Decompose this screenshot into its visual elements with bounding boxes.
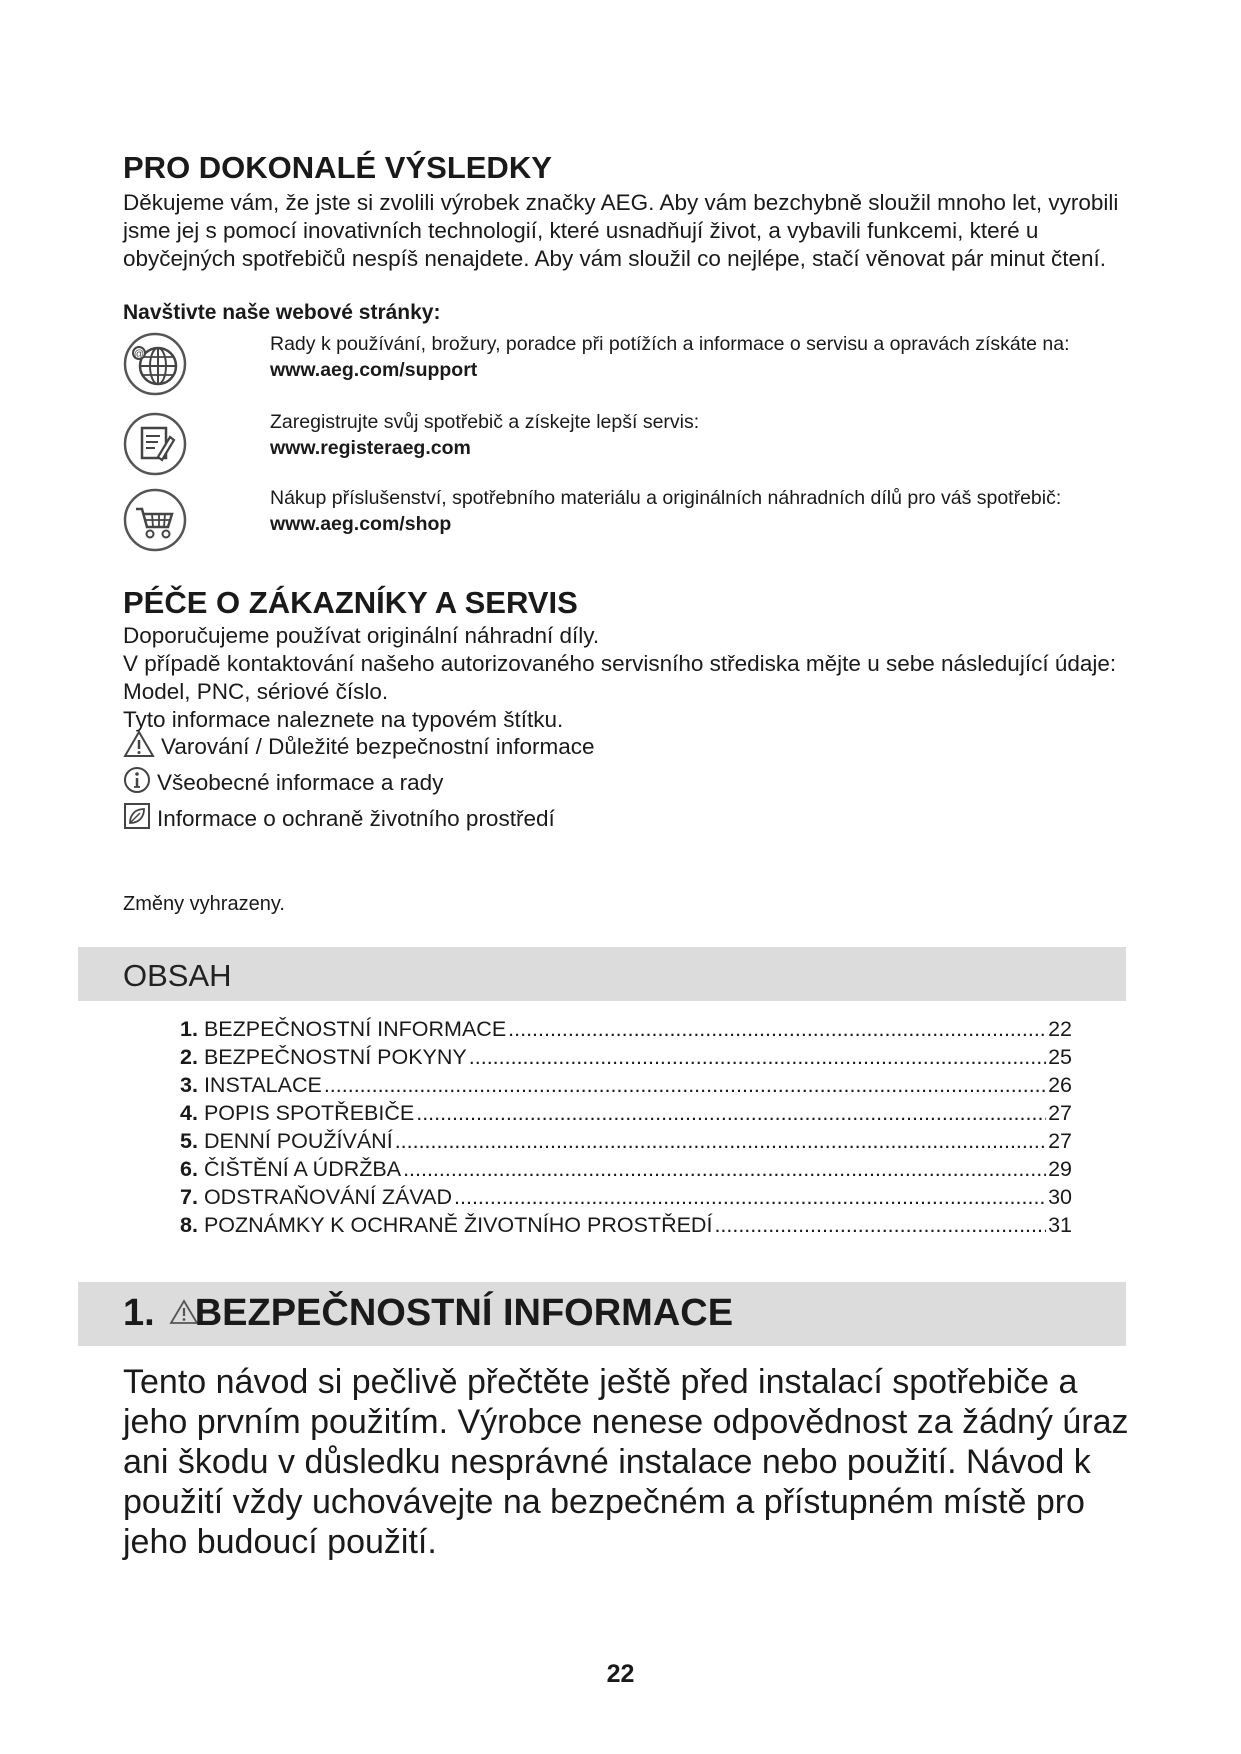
service-shop-text: Nákup příslušenství, spotřebního materiálu a originálních náhradních dílů pro váš spotřebič: <box>270 487 1062 509</box>
register-link[interactable]: www.registeraeg.com <box>270 437 471 459</box>
service-support <box>270 332 1120 382</box>
toc-item-label: INSTALACE <box>203 1073 322 1097</box>
toc-leader-dots <box>324 1071 1046 1099</box>
legend-warning <box>123 730 595 764</box>
toc-item-label: BEZPEČNOSTNÍ INFORMACE <box>203 1017 507 1041</box>
toc-item-label: BEZPEČNOSTNÍ POKYNY <box>203 1045 467 1069</box>
toc-item[interactable] <box>180 1043 1072 1071</box>
toc-leader-dots <box>454 1183 1046 1211</box>
section-number: 1. <box>123 1292 155 1334</box>
leaf-icon <box>123 802 151 836</box>
toc-item-label: DENNÍ POUŽÍVÁNÍ <box>203 1129 393 1153</box>
service-register <box>270 410 1120 460</box>
section-body: Tento návod si pečlivě přečtěte ještě před instalací spotřebiče a jeho prvním použitím. Výrobce nenese odpovědnost za žádný úraz ani škodu v důsledku nesprávné instalace nebo použití. Návod k použití vždy uchovávejte na bezpečném a přístupném místě pro jeho budoucí použití. <box>123 1363 1129 1561</box>
toc-leader-dots <box>714 1211 1046 1239</box>
toc-item-page: 29 <box>1048 1157 1072 1181</box>
toc-item[interactable] <box>180 1071 1072 1099</box>
legend-environment <box>123 802 555 836</box>
toc-item-label: POPIS SPOTŘEBIČE <box>203 1101 415 1125</box>
legend-warning-label: Varování / Důležité bezpečnostní informace <box>161 734 595 759</box>
support-link[interactable]: www.aeg.com/support <box>270 359 478 381</box>
legend-info <box>123 766 443 800</box>
toc-item[interactable] <box>180 1211 1072 1239</box>
toc-item-number: 8. <box>180 1213 198 1237</box>
care-line-1: Doporučujeme používat originální náhradní díly. <box>123 623 600 648</box>
globe-icon <box>122 331 188 397</box>
info-icon <box>123 766 151 800</box>
toc-leader-dots <box>508 1015 1046 1043</box>
changes-note: Změny vyhrazeny. <box>123 893 285 915</box>
warning-icon <box>123 730 155 764</box>
toc-leader-dots <box>469 1043 1046 1071</box>
toc-item[interactable] <box>180 1099 1072 1127</box>
intro-paragraph: Děkujeme vám, že jste si zvolili výrobek značky AEG. Aby vám bezchybně sloužil mnoho let, vyrobili jsme jej s pomocí inovativních technologií, které usnadňují život, a vybavili funkcemi, které u obyčejných spotřebičů nespíš nenajdete. Aby vám sloužil co nejlépe, stačí věnovat pár minut čtení. <box>123 190 1119 271</box>
toc-header-band <box>78 947 1126 1001</box>
shop-link[interactable]: www.aeg.com/shop <box>270 513 452 535</box>
legend-environment-label: Informace o ochraně životního prostředí <box>157 806 555 831</box>
toc-leader-dots <box>416 1099 1046 1127</box>
toc-item[interactable] <box>180 1015 1072 1043</box>
toc-item-number: 3. <box>180 1073 198 1097</box>
toc-item[interactable] <box>180 1155 1072 1183</box>
toc-item-page: 25 <box>1048 1045 1072 1069</box>
toc-leader-dots <box>395 1127 1046 1155</box>
toc-item-page: 31 <box>1048 1213 1072 1237</box>
page-title: PRO DOKONALÉ VÝSLEDKY <box>123 150 552 185</box>
toc-item-label: ČIŠTĚNÍ A ÚDRŽBA <box>203 1157 402 1181</box>
care-title: PÉČE O ZÁKAZNÍKY A SERVIS <box>123 585 578 620</box>
toc-item-page: 22 <box>1048 1017 1072 1041</box>
toc-item-number: 6. <box>180 1157 198 1181</box>
svg-text:@: @ <box>133 349 145 360</box>
service-support-text: Rady k používání, brožury, poradce při potížích a informace o servisu a opravách získáte na: <box>270 333 1070 355</box>
toc-item-number: 4. <box>180 1101 198 1125</box>
table-of-contents <box>180 1015 1072 1239</box>
care-line-3: Tyto informace naleznete na typovém štítku. <box>123 707 564 732</box>
page-number: 22 <box>606 1660 635 1688</box>
toc-item-number: 7. <box>180 1185 198 1209</box>
toc-item-number: 5. <box>180 1129 198 1153</box>
toc-item[interactable] <box>180 1127 1072 1155</box>
care-line-2: V případě kontaktování našeho autorizovaného servisního střediska mějte u sebe následující údaje: Model, PNC, sériové číslo. <box>123 651 1117 704</box>
toc-item[interactable] <box>180 1183 1072 1211</box>
legend-info-label: Všeobecné informace a rady <box>157 770 444 795</box>
service-register-text: Zaregistrujte svůj spotřebič a získejte lepší servis: <box>270 411 700 433</box>
toc-item-number: 1. <box>180 1017 198 1041</box>
register-form-icon <box>122 411 188 477</box>
toc-item-page: 27 <box>1048 1101 1072 1125</box>
section-title <box>123 1292 733 1335</box>
toc-item-label: POZNÁMKY K OCHRANĚ ŽIVOTNÍHO PROSTŘEDÍ <box>203 1213 713 1237</box>
visit-website-label: Navštivte naše webové stránky: <box>123 301 441 324</box>
shopping-cart-icon <box>122 487 188 553</box>
toc-item-label: ODSTRAŇOVÁNÍ ZÁVAD <box>203 1185 453 1209</box>
service-shop <box>270 486 1120 536</box>
toc-item-number: 2. <box>180 1045 198 1069</box>
toc-item-page: 30 <box>1048 1185 1072 1209</box>
toc-leader-dots <box>403 1155 1046 1183</box>
care-paragraph <box>123 622 1123 734</box>
section-title-text: BEZPEČNOSTNÍ INFORMACE <box>194 1292 734 1334</box>
toc-item-page: 27 <box>1048 1129 1072 1153</box>
toc-title: OBSAH <box>123 958 232 993</box>
toc-item-page: 26 <box>1048 1073 1072 1097</box>
